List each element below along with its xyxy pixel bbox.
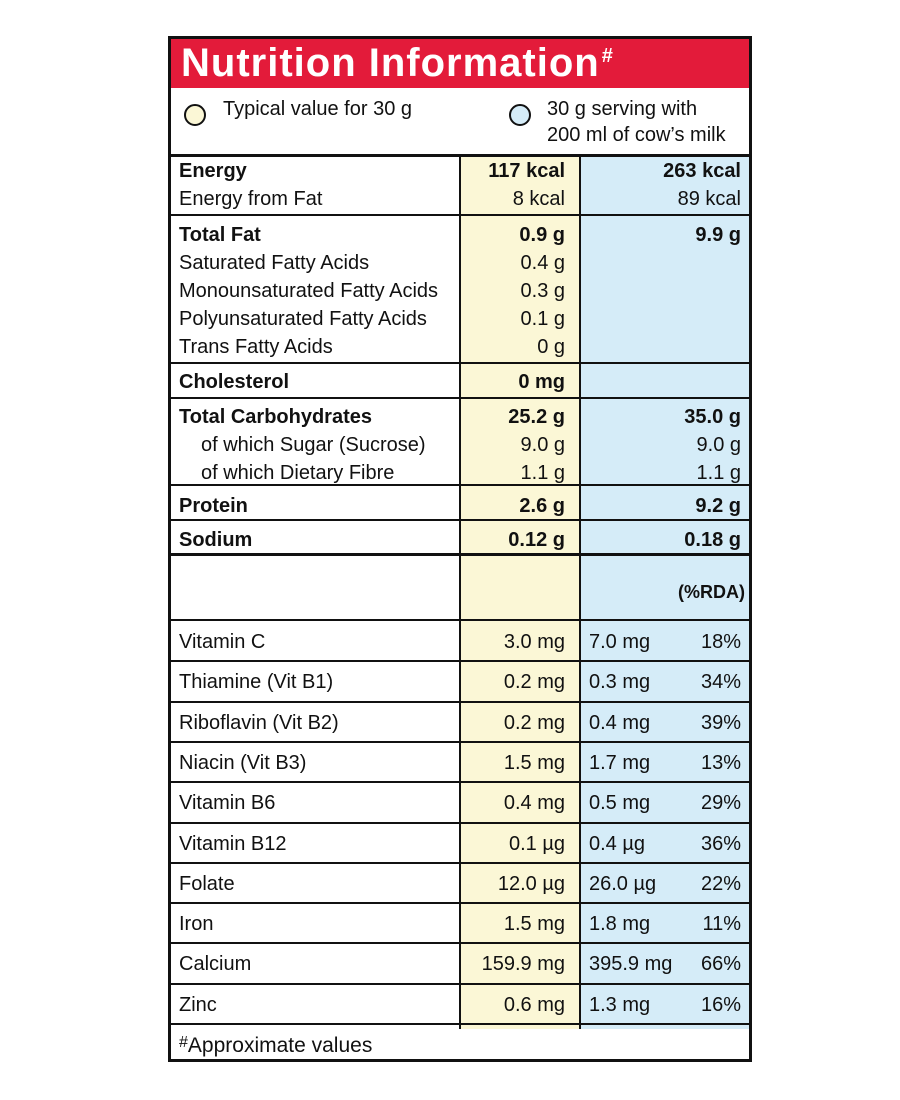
col1-legend-text: Typical value for 30 g (223, 98, 412, 120)
footer-mark: # (179, 1034, 188, 1051)
vitamin-value-col2: 0.4 µg (589, 832, 646, 855)
nutrient-value-col1: 9.0 g (520, 434, 565, 456)
row-divider (171, 660, 749, 662)
vitamin-rda: 11% (702, 913, 741, 936)
vitamin-value-col1: 0.4 mg (503, 792, 565, 815)
nutrient-value-col1: 0.12 g (508, 529, 565, 551)
nutrient-value-col1: 1.1 g (520, 462, 565, 484)
nutrient-value-col1: 0.4 g (520, 252, 565, 274)
row-divider (171, 214, 749, 216)
nutrient-label: Total Carbohydrates (179, 406, 372, 428)
nutrient-label: Total Fat (179, 224, 261, 246)
vitamin-label: Vitamin C (179, 631, 266, 653)
nutrient-label: Saturated Fatty Acids (179, 252, 370, 274)
vitamin-value-col1: 0.1 µg (508, 832, 565, 855)
vitamin-label: Vitamin B6 (179, 792, 276, 815)
vitamin-value-col1: 1.5 mg (503, 913, 565, 936)
vitamin-label: Folate (179, 872, 235, 895)
nutrient-value-col1: 0 g (537, 336, 565, 358)
vitamin-value-col2: 395.9 mg (589, 953, 673, 976)
row-divider (171, 822, 749, 824)
nutrient-value-col2: 263 kcal (663, 160, 741, 182)
label-title: Nutrition Information # (171, 39, 749, 88)
vitamin-rda: 29% (700, 792, 741, 815)
row-divider (171, 942, 749, 944)
col2-legend-text-line1: 30 g serving with (547, 98, 698, 120)
vitamin-value-col1: 159.9 mg (481, 953, 565, 976)
vitamin-value-col2: 0.3 mg (589, 671, 651, 694)
row-divider (171, 1023, 749, 1025)
nutrient-label: Energy from Fat (179, 188, 323, 210)
nutrient-value-col2: 9.9 g (695, 224, 741, 246)
row-divider (171, 983, 749, 985)
vitamin-rda: 13% (700, 751, 741, 774)
vitamin-rda: 34% (700, 671, 741, 694)
nutrient-label: of which Sugar (Sucrose) (201, 434, 426, 456)
footer-note (179, 1033, 372, 1059)
vitamin-label: Calcium (179, 953, 252, 976)
vitamin-value-col1: 1.5 mg (503, 751, 565, 774)
row-divider (171, 741, 749, 743)
vitamin-rda: 16% (700, 993, 741, 1016)
row-divider (171, 397, 749, 399)
footer-text: Approximate values (187, 1034, 373, 1057)
nutrient-value-col2: 1.1 g (696, 462, 741, 484)
nutrient-value-col2: 9.0 g (696, 434, 741, 456)
nutrient-value-col1: 117 kcal (488, 160, 565, 182)
nutrient-label: Sodium (179, 529, 253, 551)
vitamin-label: Vitamin B12 (179, 832, 287, 855)
nutrient-value-col1: 2.6 g (519, 495, 565, 517)
vitamin-value-col2: 7.0 mg (589, 631, 651, 653)
row-divider (171, 619, 749, 621)
vitamin-rda: 39% (700, 711, 741, 734)
nutrient-value-col2: 0.18 g (684, 529, 741, 551)
nutrition-label (168, 36, 752, 1062)
nutrient-label: Protein (179, 495, 248, 517)
row-divider (171, 154, 749, 157)
vitamin-value-col1: 3.0 mg (503, 631, 565, 653)
row-divider (171, 701, 749, 703)
vitamin-rda: 36% (700, 832, 741, 855)
vitamin-label: Riboflavin (Vit B2) (179, 711, 339, 734)
row-divider (171, 781, 749, 783)
vitamin-value-col2: 26.0 µg (589, 872, 657, 895)
col2-legend-text-line2: 200 ml of cow’s milk (547, 124, 726, 146)
nutrient-label: Monounsaturated Fatty Acids (179, 280, 439, 302)
vitamin-value-col1: 12.0 µg (497, 872, 565, 895)
nutrient-value-col1: 0 mg (518, 371, 565, 393)
vitamin-label: Thiamine (Vit B1) (179, 671, 334, 694)
rda-header: (%RDA) (678, 582, 745, 602)
nutrient-label: Cholesterol (179, 371, 290, 393)
vitamin-value-col2: 0.4 mg (589, 711, 651, 734)
vitamin-value-col2: 1.3 mg (589, 993, 651, 1016)
nutrient-value-col1: 25.2 g (508, 406, 565, 428)
vitamin-value-col1: 0.6 mg (503, 993, 565, 1016)
nutrient-value-col1: 0.3 g (520, 280, 565, 302)
nutrient-value-col2: 9.2 g (695, 495, 741, 517)
row-divider (171, 862, 749, 864)
vitamin-value-col2: 1.8 mg (589, 913, 651, 936)
nutrient-label: Energy (179, 160, 247, 182)
vitamin-value-col1: 0.2 mg (503, 711, 565, 734)
nutrient-label: Polyunsaturated Fatty Acids (179, 308, 427, 330)
vitamin-label: Zinc (179, 993, 217, 1016)
vitamin-label: Iron (179, 913, 214, 936)
row-divider (171, 902, 749, 904)
vitamin-value-col2: 1.7 mg (589, 751, 651, 774)
nutrient-value-col1: 0.9 g (519, 224, 565, 246)
row-divider (171, 553, 749, 556)
nutrient-label: Trans Fatty Acids (179, 336, 333, 358)
vitamin-rda: 18% (700, 631, 741, 653)
col1-legend-circle-icon (184, 104, 206, 126)
nutrient-value-col2: 89 kcal (677, 188, 741, 210)
legend (171, 88, 749, 155)
nutrient-value-col1: 0.1 g (520, 308, 565, 330)
vitamin-rda: 66% (700, 953, 741, 976)
row-divider (171, 362, 749, 364)
nutrient-value-col2: 35.0 g (684, 406, 741, 428)
vitamin-rda: 22% (700, 872, 741, 895)
vitamin-value-col2: 0.5 mg (589, 792, 651, 815)
vitamin-label: Niacin (Vit B3) (179, 751, 307, 774)
nutrient-value-col1: 8 kcal (512, 188, 565, 210)
col2-legend-circle-icon (509, 104, 531, 126)
nutrient-label: of which Dietary Fibre (201, 462, 395, 484)
title-mark: # (601, 45, 614, 67)
row-divider (171, 519, 749, 521)
vitamin-value-col1: 0.2 mg (503, 671, 565, 694)
